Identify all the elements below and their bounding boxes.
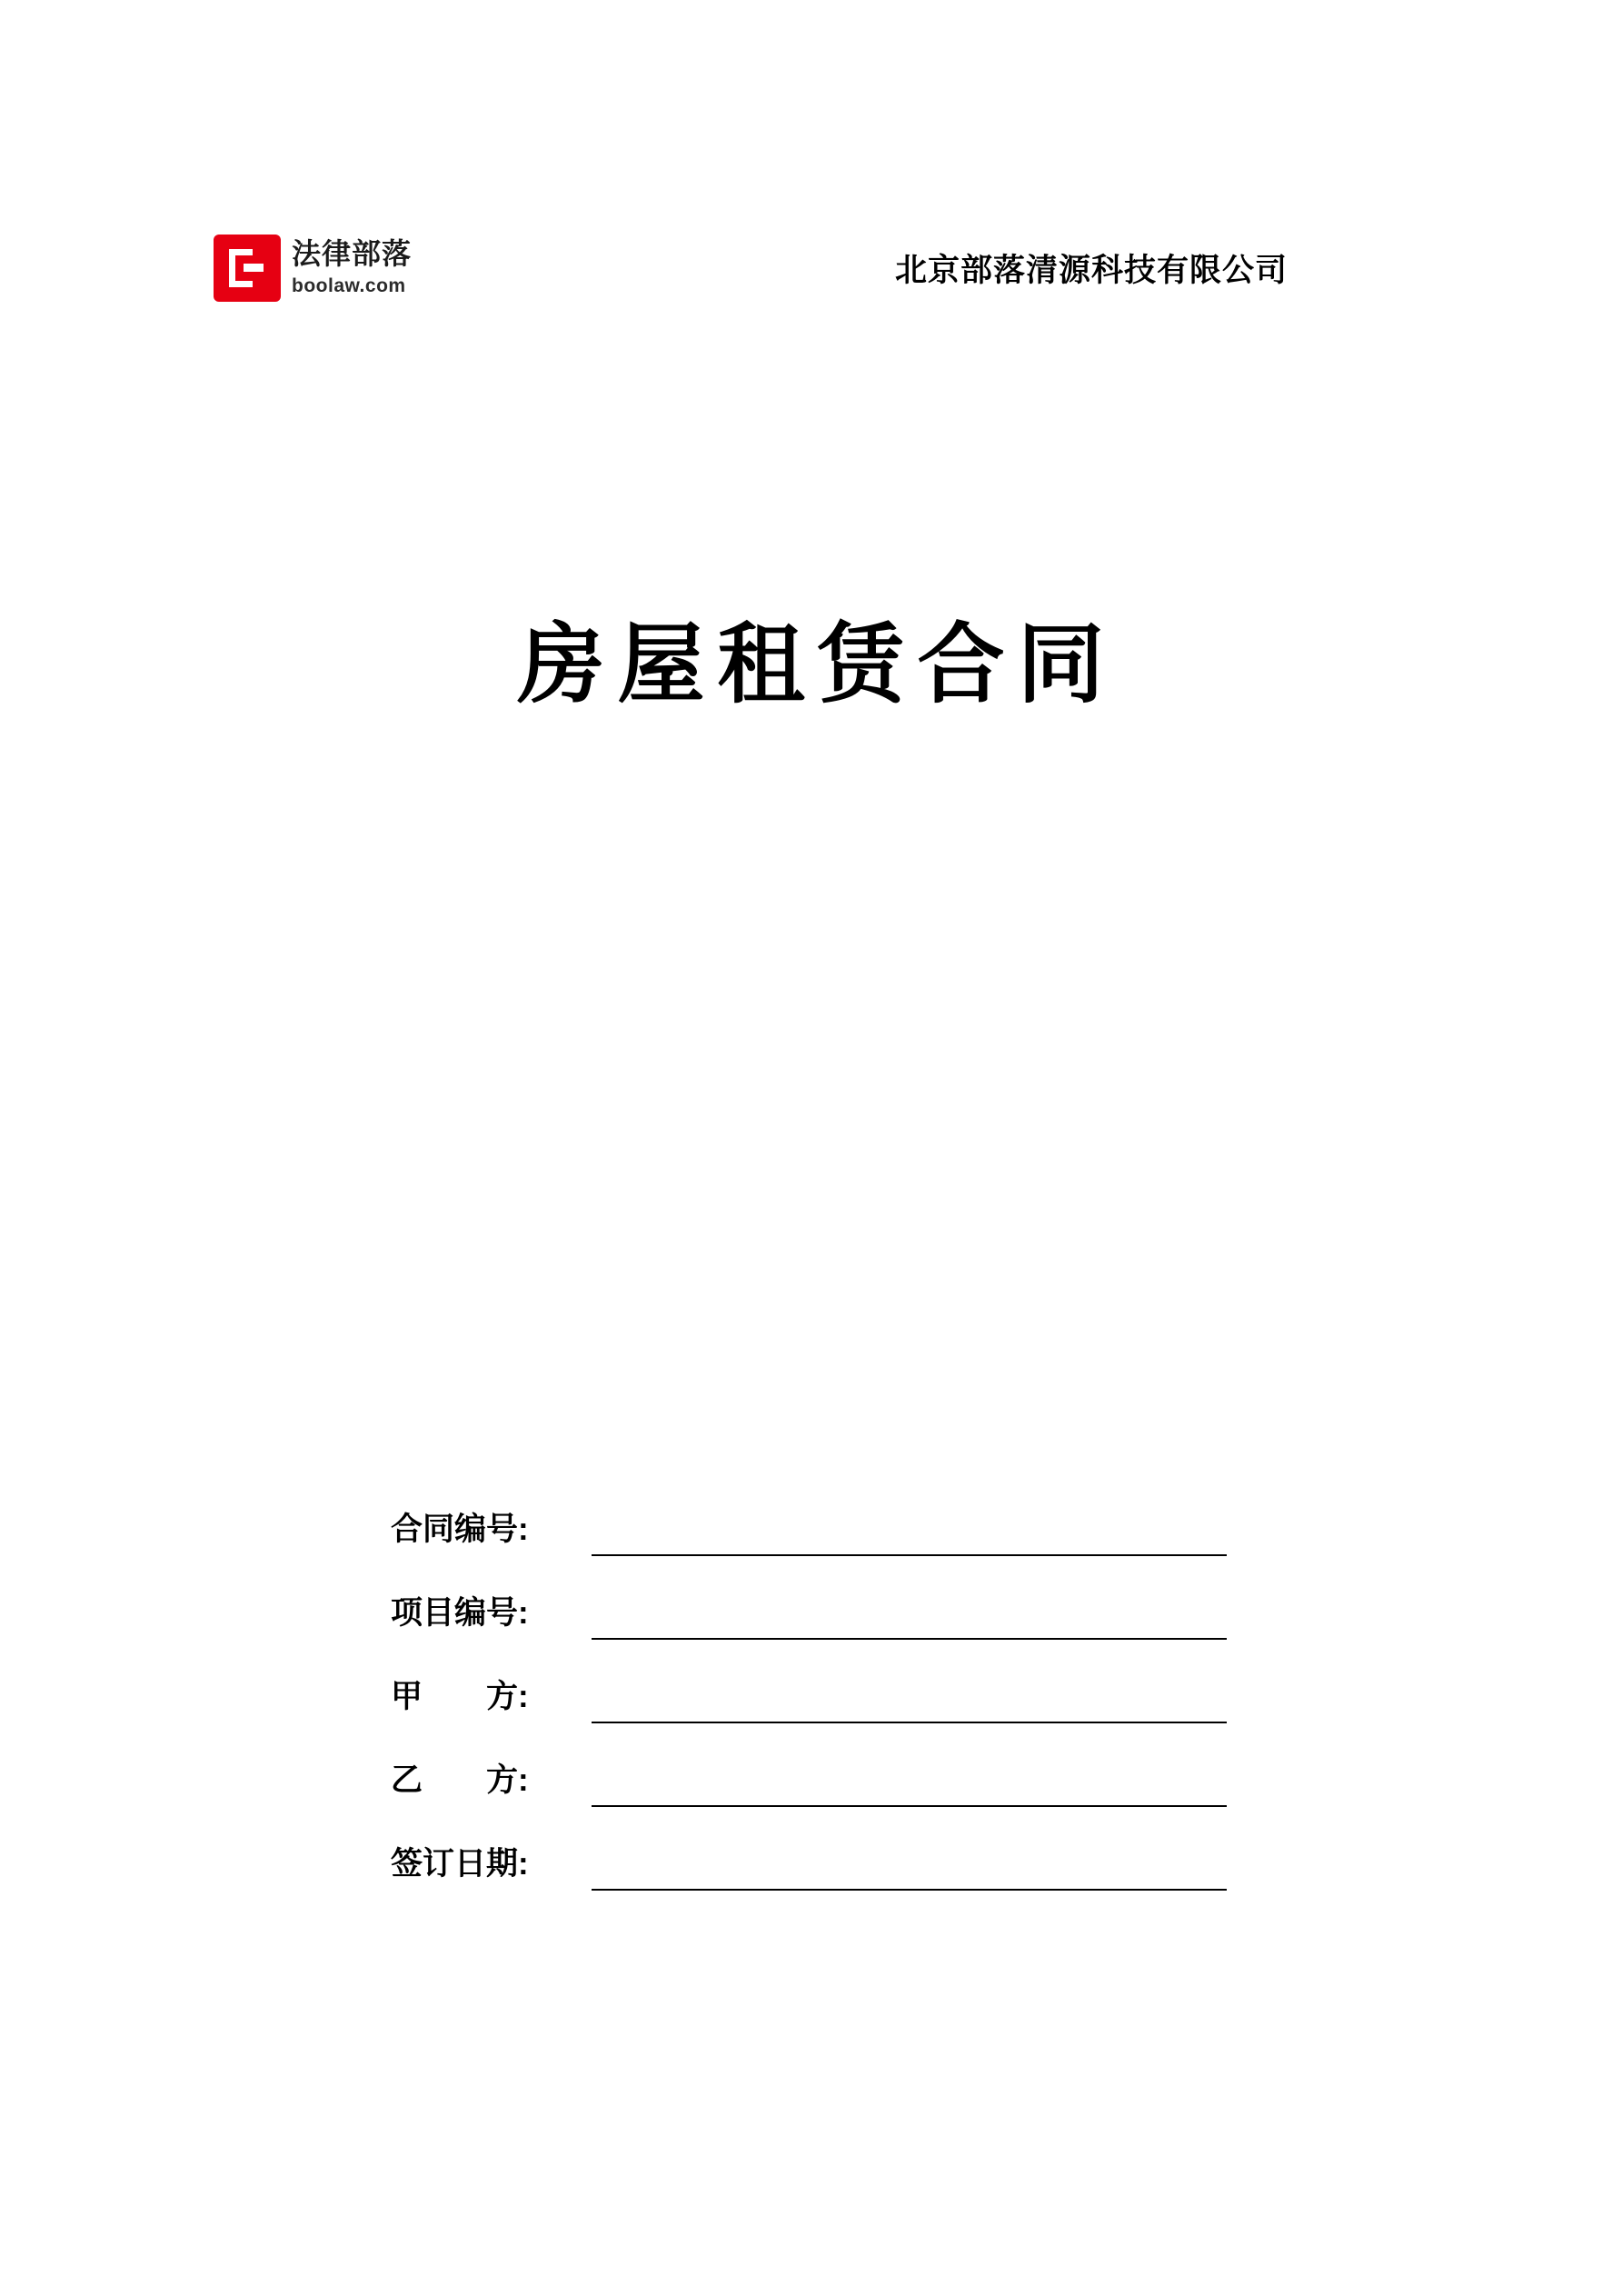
input-party-b[interactable]	[592, 1756, 1227, 1807]
input-party-a[interactable]	[592, 1672, 1227, 1723]
contract-fields	[391, 1472, 1227, 1891]
input-contract-number[interactable]	[592, 1505, 1227, 1556]
label-contract-number: 合同编号:	[391, 1512, 529, 1547]
logo-chinese-name: 法律部落	[292, 237, 413, 270]
input-sign-date[interactable]	[592, 1840, 1227, 1891]
label-party-a: 甲 方:	[391, 1679, 529, 1714]
field-row-contract-number	[391, 1472, 1227, 1556]
brand-logo	[214, 235, 412, 302]
field-row-party-a	[391, 1640, 1227, 1723]
field-row-sign-date	[391, 1807, 1227, 1891]
company-name: 北京部落清源科技有限公司	[895, 253, 1289, 288]
logo-english-name: boolaw.com	[292, 275, 406, 296]
field-row-project-number	[391, 1556, 1227, 1640]
label-project-number: 项目编号:	[391, 1595, 529, 1631]
field-row-party-b	[391, 1723, 1227, 1807]
logo-text-block	[292, 235, 412, 298]
input-project-number[interactable]	[592, 1589, 1227, 1640]
label-sign-date: 签订日期:	[391, 1846, 529, 1882]
document-header	[0, 235, 1622, 334]
boolaw-logo-icon	[214, 235, 281, 302]
label-party-b: 乙 方:	[391, 1762, 529, 1798]
page-title: 房屋租赁合同	[517, 616, 1118, 714]
